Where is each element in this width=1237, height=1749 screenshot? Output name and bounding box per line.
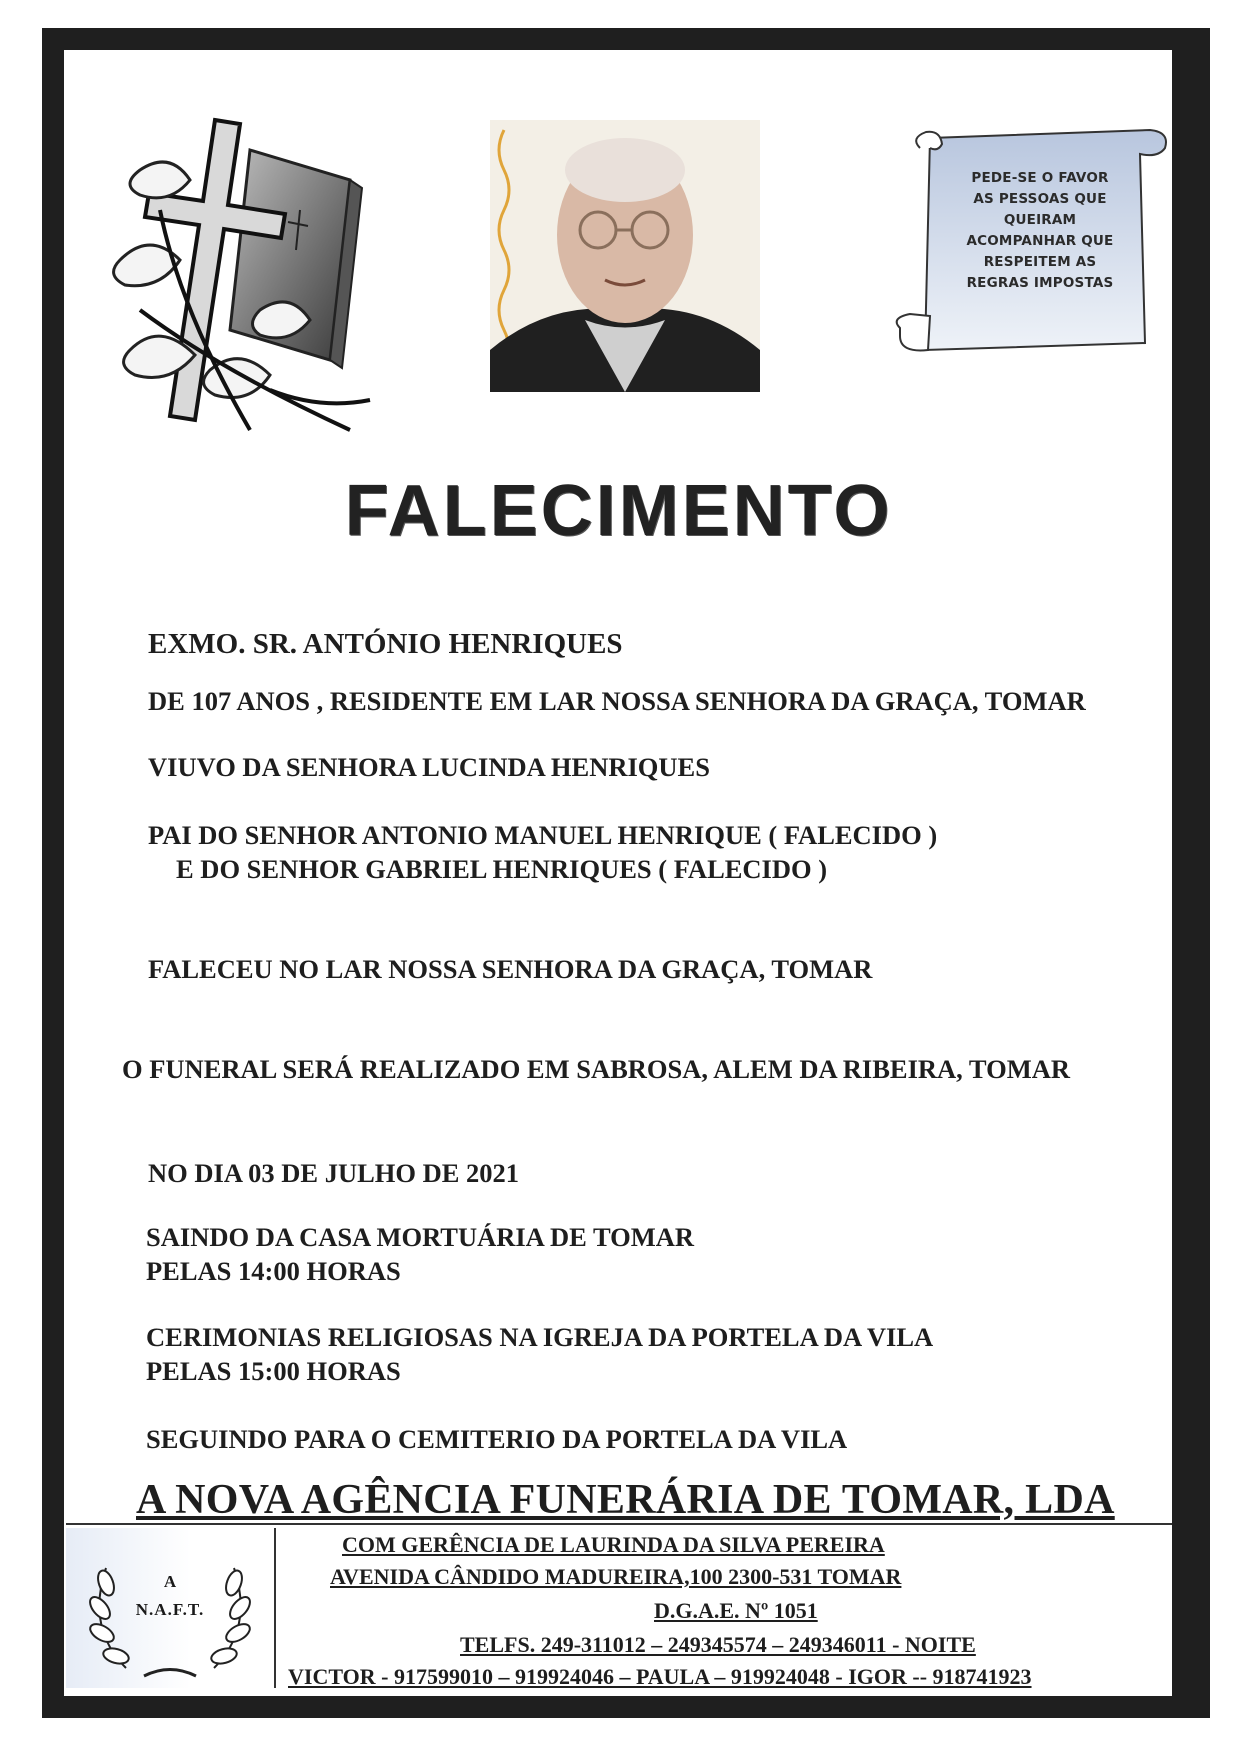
leaving-time: PELAS 14:00 HORAS: [146, 1256, 401, 1286]
logo-initials: N.A.F.T.: [135, 1600, 205, 1619]
funeral-date: NO DIA 03 DE JULHO DE 2021: [148, 1158, 520, 1188]
died-at-line: FALECEU NO LAR NOSSA SENHORA DA GRAÇA, TOMAR: [148, 954, 873, 984]
leaving-from: SAINDO DA CASA MORTUÁRIA DE TOMAR: [146, 1222, 695, 1252]
ceremony-line: CERIMONIAS RELIGIOSAS NA IGREJA DA PORTELA DA VILA: [146, 1322, 934, 1352]
widower-line: VIUVO DA SENHORA LUCINDA HENRIQUES: [148, 752, 710, 782]
agency-logo: [66, 1528, 276, 1688]
deceased-name: EXMO. SR. ANTÓNIO HENRIQUES: [148, 628, 623, 660]
scroll-notice-text: PEDE-SE O FAVOR AS PESSOAS QUE QUEIRAM ACOMPANHAR QUE RESPEITEM AS REGRAS IMPOSTAS: [966, 170, 1114, 291]
father-line-2: E DO SENHOR GABRIEL HENRIQUES ( FALECIDO ): [176, 854, 828, 884]
agency-name: A NOVA AGÊNCIA FUNERÁRIA DE TOMAR, LDA: [136, 1477, 1115, 1523]
scroll-notice: [890, 118, 1175, 363]
page-title: FALECIMENTO: [344, 471, 893, 551]
night-contacts-line: VICTOR - 917599010 – 919924046 – PAULA – 919924048 - IGOR -- 918741923: [288, 1664, 1032, 1689]
cross-lily-illustration: [100, 110, 400, 450]
age-residence: DE 107 ANOS , RESIDENTE EM LAR NOSSA SENHORA DA GRAÇA, TOMAR: [148, 686, 1086, 716]
logo-letter: A: [163, 1572, 177, 1591]
ceremony-time: PELAS 15:00 HORAS: [146, 1356, 401, 1386]
management-line: COM GERÊNCIA DE LAURINDA DA SILVA PEREIRA: [342, 1532, 885, 1557]
cemetery-line: SEGUINDO PARA O CEMITERIO DA PORTELA DA VILA: [146, 1424, 848, 1454]
dgae-line: D.G.A.E. Nº 1051: [654, 1598, 818, 1623]
phones-line: TELFS. 249-311012 – 249345574 – 249346011 - NOITE: [460, 1632, 976, 1657]
funeral-place: O FUNERAL SERÁ REALIZADO EM SABROSA, ALEM DA RIBEIRA, TOMAR: [122, 1054, 1071, 1084]
father-line-1: PAI DO SENHOR ANTONIO MANUEL HENRIQUE ( FALECIDO ): [148, 820, 938, 850]
address-line: AVENIDA CÂNDIDO MADUREIRA,100 2300-531 TOMAR: [330, 1564, 902, 1589]
footer-divider: [66, 1523, 1172, 1525]
deceased-portrait-photo: [490, 120, 760, 392]
